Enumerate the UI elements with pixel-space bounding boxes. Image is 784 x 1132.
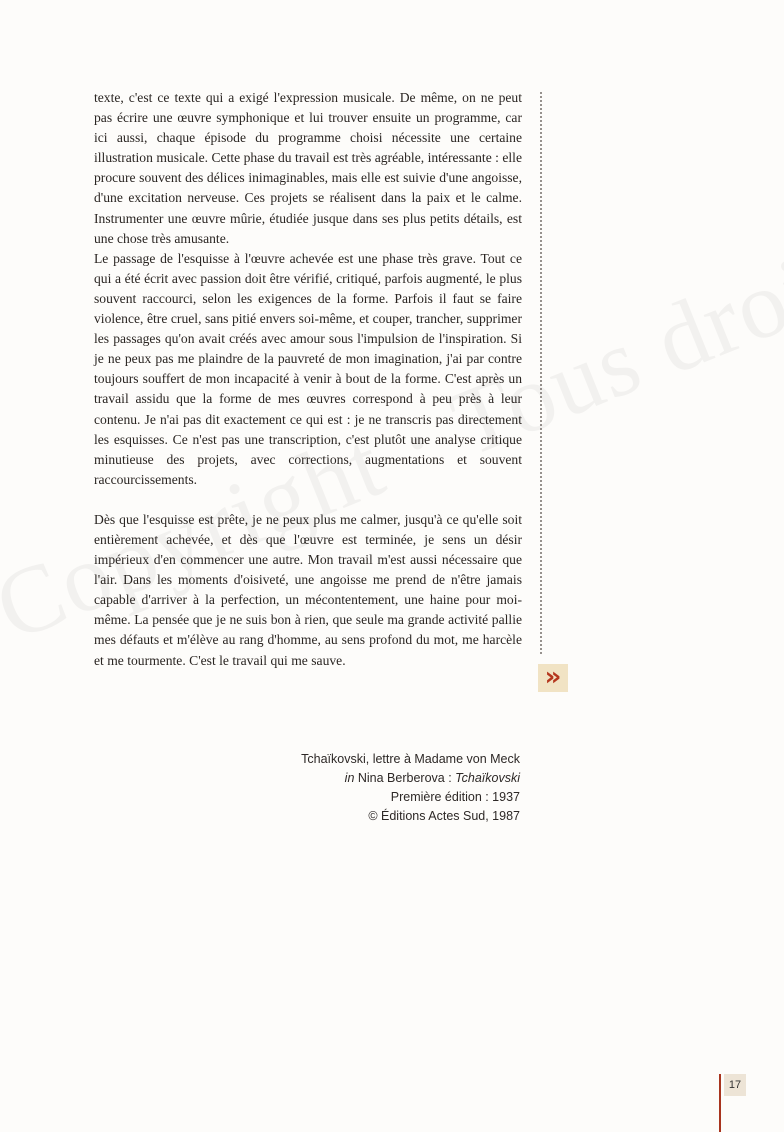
credit-author: Nina Berberova : <box>354 771 456 785</box>
page-number-rule <box>719 1074 721 1132</box>
paragraph-2: Le passage de l'esquisse à l'œuvre achevée est une phase très grave. Tout ce qui a été écrit avec passion doit être vérifié, critiqué, parfois augmenté, le plus souvent raccourci, selon les exigences de la forme. Parfois il faut se faire violence, être cruel, sans pitié envers soi-même, et couper, trancher, supprimer les passages qu'on avait créés avec amour sous l'impulsion de l'inspiration. Si je ne peux pas me plaindre de la pauvreté de mon imagination, j'ai par contre toujours souffert de mon incapacité à venir à bout de la forme. C'est après un travail assidu que la forme de mes œuvres correspond à peu près à leur contenu. Je n'ai pas dit exactement ce qui est : je ne transcris pas directement les esquisses. Ce n'est pas une transcription, c'est plutôt une analyse critique minutieuse des projets, avec corrections, augmentations et souvent raccourcissements. <box>94 250 522 487</box>
next-page-arrow-icon[interactable]: » <box>538 664 568 692</box>
credit-line-4: © Éditions Actes Sud, 1987 <box>368 809 520 823</box>
letter-text <box>94 88 522 671</box>
source-credit <box>240 750 520 826</box>
credit-line-1: Tchaïkovski, lettre à Madame von Meck <box>301 752 520 766</box>
dotted-margin-rule <box>540 92 546 654</box>
credit-book-title: Tchaïkovski <box>455 771 520 785</box>
credit-in: in <box>344 771 355 785</box>
paragraph-1: texte, c'est ce texte qui a exigé l'expression musicale. De même, on ne peut pas écrire une œuvre symphonique et lui trouver ensuite un programme, car ici aussi, chaque épisode du programme choisi nécessite une certaine illustration musicale. Cette phase du travail est très agréable, intéressante : elle procure souvent des délices inimaginables, mais elle est suivie d'une angoisse, d'une excitation nerveuse. Ces projets se réalisent dans la paix et le calme. Instrumenter une œuvre mûrie, étudiée jusque dans ses plus petits détails, est une chose très amusante. <box>94 90 522 246</box>
paragraph-3: Dès que l'esquisse est prête, je ne peux plus me calmer, jusqu'à ce qu'elle soit entièrement achevée, et dès que l'œuvre est terminée, je sens un désir impérieux d'en commencer une autre. Mon travail m'est aussi nécessaire que l'air. Dans les moments d'oisiveté, une angoisse me prend de n'être jamais capable d'arriver à la perfection, un mécontentement, une haine pour moi-même. La pensée que je ne suis bon à rien, que seule ma grande activité pallie mes défauts et m'élève au rang d'homme, au sens profond du mot, me harcèle et me tourmente. C'est le travail qui me sauve. <box>94 511 522 668</box>
page-number: 17 <box>724 1074 746 1096</box>
credit-line-3: Première édition : 1937 <box>390 790 520 804</box>
credit-line-2 <box>240 769 520 788</box>
